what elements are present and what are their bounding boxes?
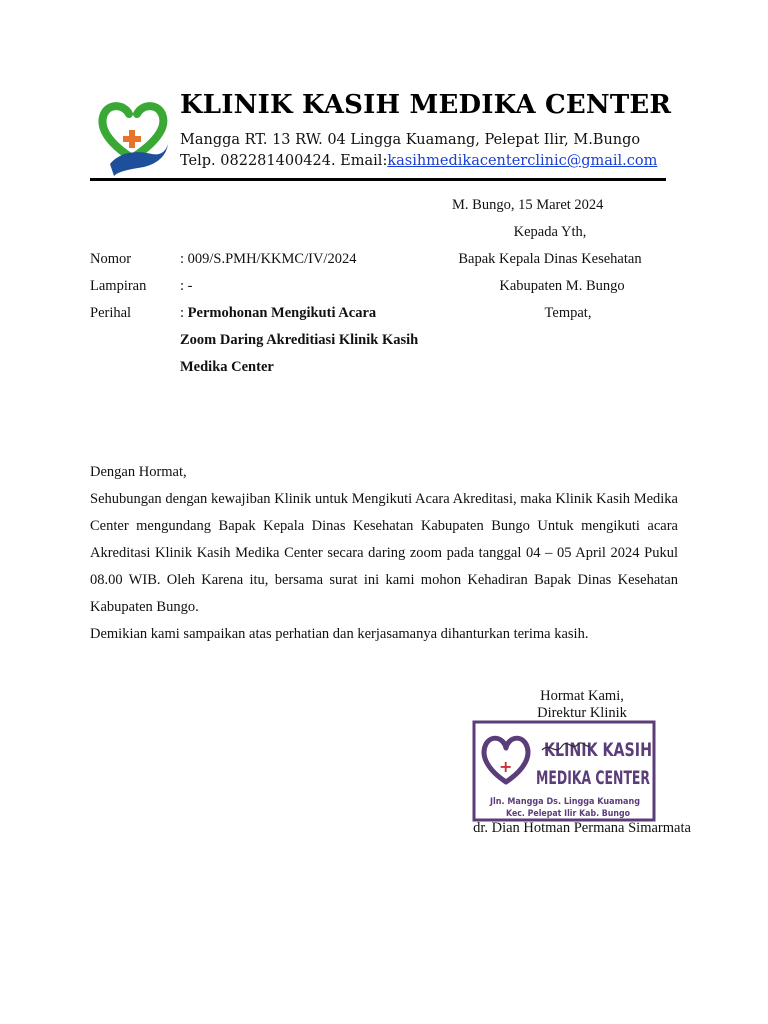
clinic-stamp: [472, 720, 656, 824]
greeting: Dengan Hormat,: [90, 464, 187, 480]
stamp-cross: +: [499, 757, 513, 776]
perihal-colon: :: [180, 305, 188, 321]
body-paragraph: Sehubungan dengan kewajiban Klinik untuk Mengikuti Acara Akreditasi, maka Klinik Kasih Medika Center mengundang Bapak Kepala Dinas Kesehatan Kabupaten Bungo Untuk mengikuti acara Akreditasi Klinik Kasih Medika Center secara daring zoom pada tanggal 04 – 05 April 2024 Pukul 08.00 WIB. Oleh Karena itu, bersama surat ini kami mohon Kehadiran Bapak Dinas Kesehatan Kabupaten Bungo.: [90, 491, 678, 615]
recipient-line-1: Kepada Yth,: [513, 224, 587, 240]
contact-phone: Telp. 082281400424. Email:: [180, 153, 388, 169]
stamp-line-3: Jln. Mangga Ds. Lingga Kuamang: [489, 797, 640, 807]
perihal-value: [180, 305, 376, 322]
logo-heart-right: [132, 106, 163, 158]
logo-cross-h: [123, 136, 141, 142]
stamp-line-4: Kec. Pelepat Ilir Kab. Bungo: [506, 809, 630, 819]
signature-greeting: Hormat Kami,: [540, 688, 624, 704]
logo-heart-left: [102, 106, 132, 158]
header-rule: [90, 178, 666, 181]
signatory-name: dr. Dian Hotman Permana Simarmata: [473, 820, 691, 836]
lampiran-label: Lampiran: [90, 278, 147, 294]
signature-title: Direktur Klinik: [537, 705, 627, 721]
nomor-label: Nomor: [90, 251, 132, 267]
closing-sentence: Demikian kami sampaikan atas perhatian dan kerjasamanya dihanturkan terima kasih.: [90, 626, 589, 642]
nomor-value: : 009/S.PMH/KKMC/IV/2024: [180, 251, 357, 267]
recipient-line-2: Bapak Kepala Dinas Kesehatan: [458, 251, 642, 267]
clinic-contact: [180, 153, 657, 169]
perihal-line-1: Permohonan Mengikuti Acara: [187, 305, 377, 321]
stamp-line-2: MEDIKA CENTER: [536, 767, 651, 789]
perihal-line-2: Zoom Daring Akreditiasi Klinik Kasih: [180, 332, 419, 348]
recipient-line-3: Kabupaten M. Bungo: [499, 278, 625, 294]
perihal-label: Perihal: [90, 305, 132, 321]
recipient-line-4: Tempat,: [544, 305, 592, 321]
clinic-name: KLINIK KASIH MEDIKA CENTER: [180, 90, 672, 120]
perihal-line-3: Medika Center: [180, 359, 274, 375]
email-link[interactable]: kasihmedikacenterclinic@gmail.com: [387, 153, 658, 169]
stamp-line-1: KLINIK KASIH: [544, 739, 652, 761]
letter-date: M. Bungo, 15 Maret 2024: [452, 197, 604, 213]
clinic-address: Mangga RT. 13 RW. 04 Lingga Kuamang, Pelepat Ilir, M.Bungo: [180, 132, 641, 148]
lampiran-value: : -: [180, 278, 193, 294]
clinic-logo: [96, 100, 172, 178]
